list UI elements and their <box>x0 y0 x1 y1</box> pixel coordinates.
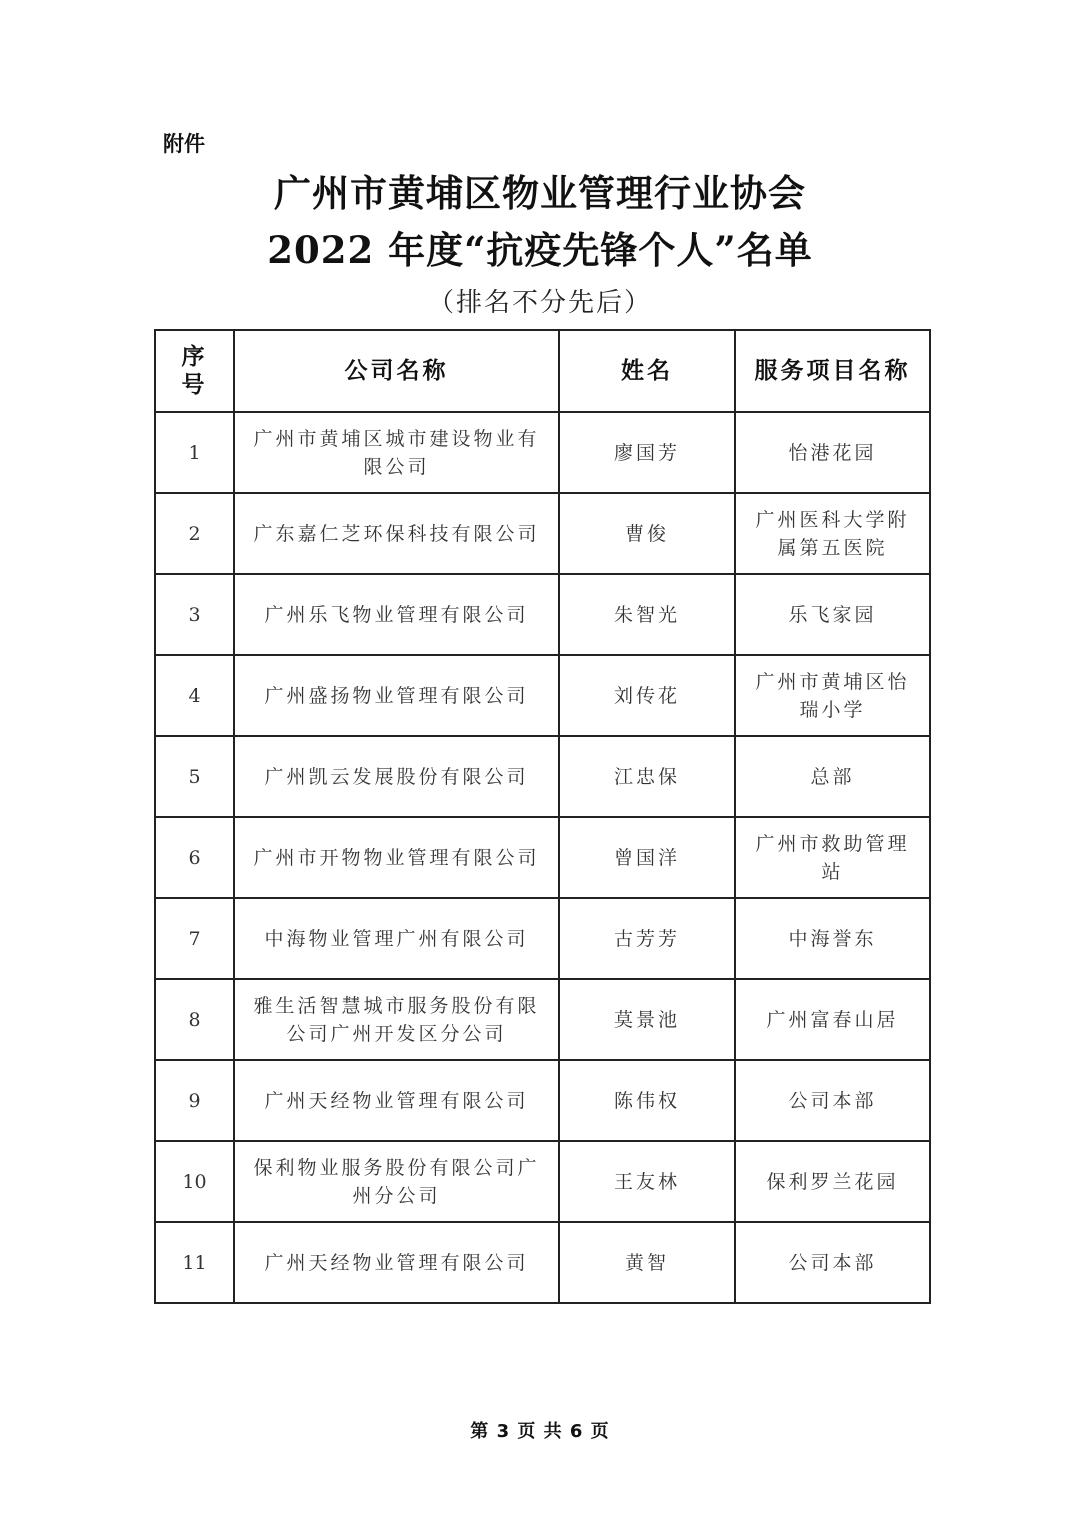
row-number: 8 <box>155 979 234 1060</box>
table-header-row <box>155 330 930 412</box>
table-row <box>155 1222 930 1303</box>
row-number: 4 <box>155 655 234 736</box>
row-project: 广州市救助管理站 <box>735 817 930 898</box>
row-number: 5 <box>155 736 234 817</box>
row-company: 广州乐飞物业管理有限公司 <box>234 574 559 655</box>
row-project: 广州医科大学附属第五医院 <box>735 493 930 574</box>
row-project: 保利罗兰花园 <box>735 1141 930 1222</box>
row-company: 保利物业服务股份有限公司广州分公司 <box>234 1141 559 1222</box>
row-name: 黄智 <box>559 1222 735 1303</box>
row-number: 3 <box>155 574 234 655</box>
table-row <box>155 574 930 655</box>
row-project: 总部 <box>735 736 930 817</box>
row-project: 怡港花园 <box>735 412 930 493</box>
roster-table <box>154 329 931 1304</box>
row-number: 9 <box>155 1060 234 1141</box>
row-number: 6 <box>155 817 234 898</box>
table-row <box>155 736 930 817</box>
row-name: 江忠保 <box>559 736 735 817</box>
table-row <box>155 817 930 898</box>
header-number: 序号 <box>155 330 234 412</box>
row-name: 朱智光 <box>559 574 735 655</box>
document-title-line1: 广州市黄埔区物业管理行业协会 <box>274 171 806 215</box>
table-row <box>155 1060 930 1141</box>
row-company: 广州凯云发展股份有限公司 <box>234 736 559 817</box>
row-number: 2 <box>155 493 234 574</box>
document-subtitle: （排名不分先后） <box>427 288 652 318</box>
table-row <box>155 412 930 493</box>
header-company: 公司名称 <box>234 330 559 412</box>
table-row <box>155 898 930 979</box>
row-name: 曹俊 <box>559 493 735 574</box>
row-name: 莫景池 <box>559 979 735 1060</box>
document-title-line2: 2022 年度“抗疫先锋个人”名单 <box>267 228 813 272</box>
row-project: 公司本部 <box>735 1222 930 1303</box>
page-number-footer: 第 3 页 共 6 页 <box>470 1421 610 1442</box>
table-row <box>155 1141 930 1222</box>
row-project: 广州富春山居 <box>735 979 930 1060</box>
row-company: 广州天经物业管理有限公司 <box>234 1222 559 1303</box>
row-name: 曾国洋 <box>559 817 735 898</box>
attachment-label: 附件 <box>163 132 205 156</box>
row-project: 中海誉东 <box>735 898 930 979</box>
row-name: 陈伟权 <box>559 1060 735 1141</box>
row-number: 10 <box>155 1141 234 1222</box>
row-name: 刘传花 <box>559 655 735 736</box>
row-name: 廖国芳 <box>559 412 735 493</box>
row-project: 乐飞家园 <box>735 574 930 655</box>
table-row <box>155 655 930 736</box>
row-number: 11 <box>155 1222 234 1303</box>
row-company: 中海物业管理广州有限公司 <box>234 898 559 979</box>
row-company: 广东嘉仁芝环保科技有限公司 <box>234 493 559 574</box>
row-project: 广州市黄埔区怡瑞小学 <box>735 655 930 736</box>
table-row <box>155 493 930 574</box>
row-company: 广州市开物物业管理有限公司 <box>234 817 559 898</box>
row-number: 1 <box>155 412 234 493</box>
header-name: 姓名 <box>559 330 735 412</box>
header-project: 服务项目名称 <box>735 330 930 412</box>
row-project: 公司本部 <box>735 1060 930 1141</box>
row-company: 雅生活智慧城市服务股份有限公司广州开发区分公司 <box>234 979 559 1060</box>
row-company: 广州天经物业管理有限公司 <box>234 1060 559 1141</box>
table-row <box>155 979 930 1060</box>
row-name: 王友林 <box>559 1141 735 1222</box>
row-company: 广州市黄埔区城市建设物业有限公司 <box>234 412 559 493</box>
row-company: 广州盛扬物业管理有限公司 <box>234 655 559 736</box>
row-number: 7 <box>155 898 234 979</box>
row-name: 古芳芳 <box>559 898 735 979</box>
